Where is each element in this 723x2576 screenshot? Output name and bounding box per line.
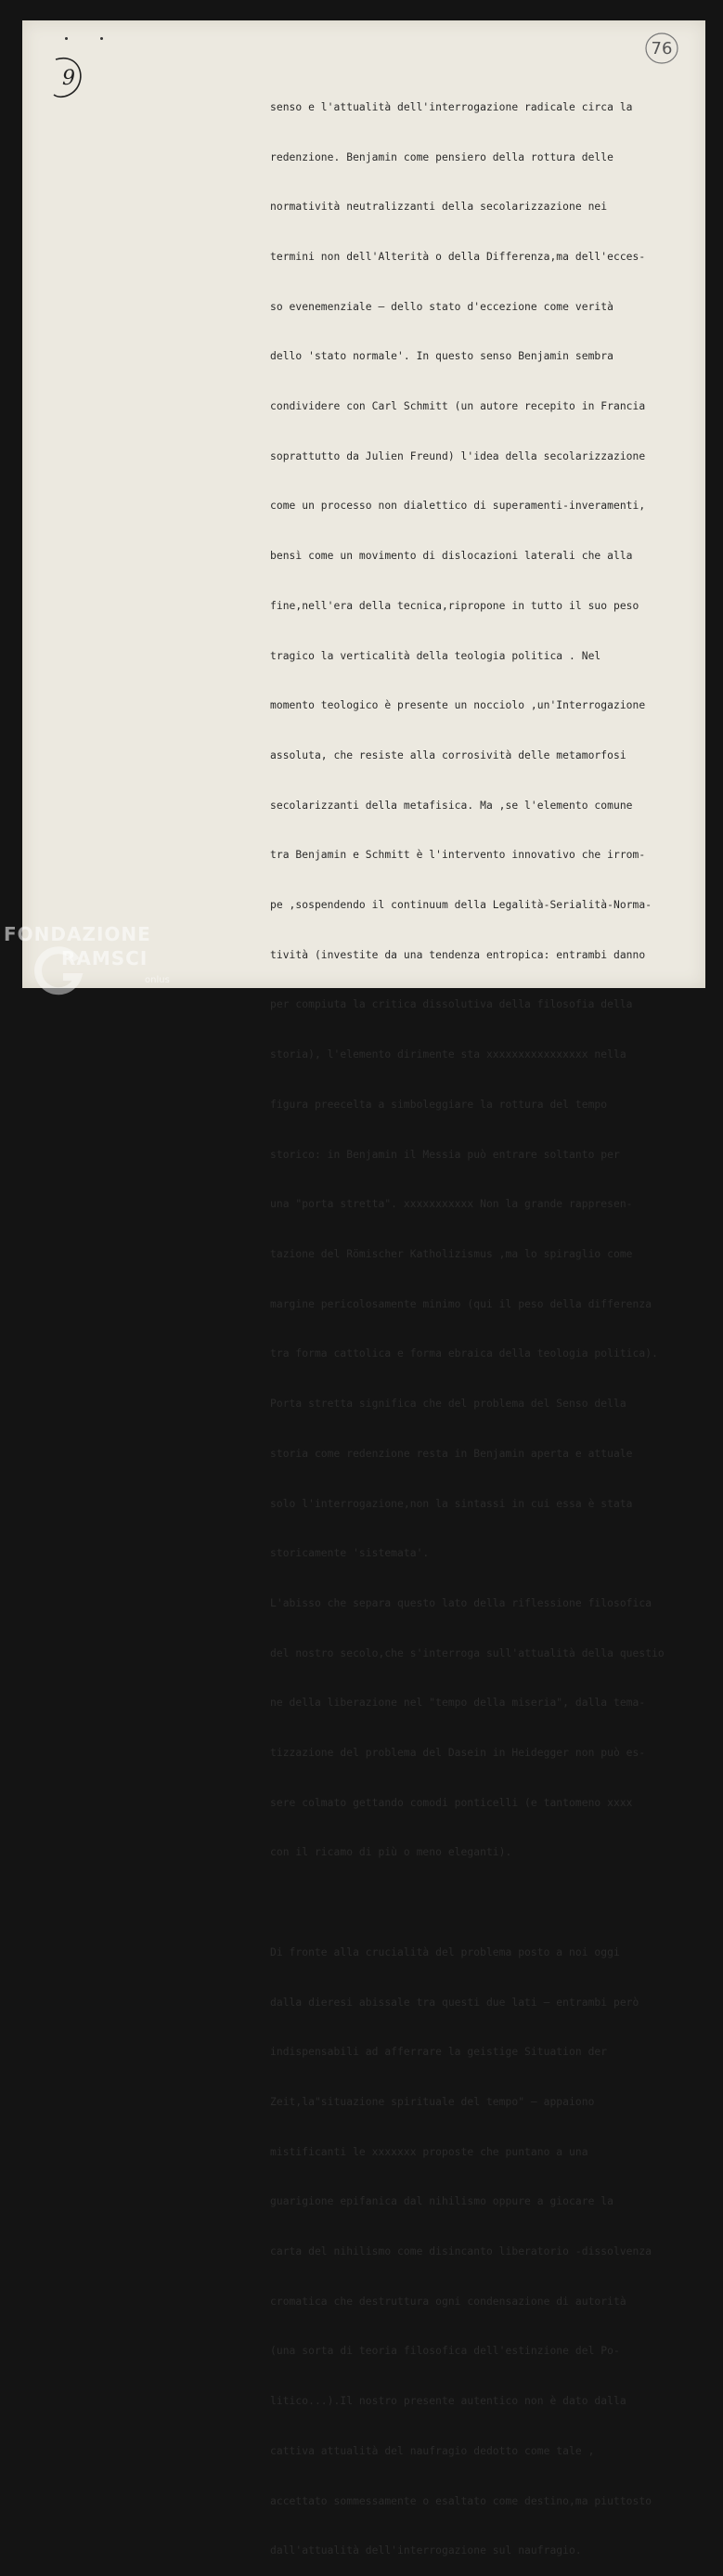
text-line: tragico la verticalità della teologia politica . Nel [270, 649, 601, 662]
text-line: bensì come un movimento di dislocazioni laterali che alla [270, 550, 633, 563]
text-line: Di fronte alla crucialità del problema posto a noi oggi [270, 1945, 620, 1958]
text-line: storicamente 'sistemata'. [270, 1547, 430, 1560]
text-line: tizzazione del problema del Dasein in Heidegger non può es- [270, 1747, 646, 1760]
text-line: soprattutto da Julien Freund) l'idea della secolarizzazione [270, 449, 646, 462]
text-line: normatività neutralizzanti della secolarizzazione nei [270, 201, 608, 214]
text-line: storico: in Benjamin il Messia può entrare soltanto per [270, 1148, 620, 1161]
text-line: momento teologico è presente un nocciolo ,un'Interrogazione [270, 699, 646, 712]
watermark-line-2: RAMSCI [61, 947, 148, 969]
folio-circle-icon [644, 32, 679, 65]
text-line: con il ricamo di più o meno eleganti). [270, 1846, 512, 1859]
text-line: del nostro secolo,che s'interroga sull'attualità della questio [270, 1646, 665, 1659]
text-line: (una sorta di teoria filosofica dell'estinzione del Po- [270, 2345, 620, 2358]
text-line: Porta stretta significa che del problema del Senso della [270, 1398, 626, 1411]
text-line: una "porta stretta". xxxxxxxxxxx Non la grande rappresen- [270, 1198, 633, 1211]
text-line: Zeit,la"situazione spirituale del tempo" — appaiono [270, 2095, 595, 2108]
text-line: so evenemenziale — dello stato d'eccezione come verità [270, 300, 613, 313]
text-line: ne della liberazione nel "tempo della miseria", dalla tema- [270, 1697, 646, 1710]
watermark-line-3: onlus [145, 975, 170, 985]
text-line: per compiuta la critica dissolutiva della filosofia della [270, 998, 633, 1011]
text-line: secolarizzanti della metafisica. Ma ,se l'elemento comune [270, 799, 633, 812]
text-line: guarigione epifanica dal nihilismo oppure a giocare la [270, 2195, 613, 2208]
page-mark [65, 37, 68, 40]
watermark-line-1: FONDAZIONE [4, 923, 151, 945]
text-line: dall'attualità dell'interrogazione sul naufragio. [270, 2544, 582, 2557]
text-line: mistificanti le xxxxxxx proposte che puntano a una [270, 2145, 588, 2158]
text-line: redenzione. Benjamin come pensiero della rottura delle [270, 150, 613, 163]
page-mark [100, 37, 103, 40]
paragraph-gap [270, 1894, 697, 1911]
text-line: cattiva attualità del naufragio dedotto come tale , [270, 2444, 595, 2457]
typed-text-body [270, 66, 697, 2576]
text-line: pe ,sospendendo il continuum della Legalità-Serialità-Norma- [270, 899, 652, 912]
handwritten-page-number [52, 56, 85, 100]
text-line: solo l'interrogazione,non la sintassi in cui essa è stata [270, 1497, 633, 1510]
text-line: carta del nihilismo come disincanto liberatorio -dissolvenza [270, 2245, 652, 2258]
text-line: storia come redenzione resta in Benjamin aperta e attuale [270, 1447, 633, 1460]
folio-number: 76 [651, 38, 673, 59]
text-line: L'abisso che separa questo lato della riflessione filosofica [270, 1596, 652, 1609]
text-line: cromatica che destruttura ogni condensazione di autorità [270, 2295, 626, 2308]
text-line: accettato sommessamente o esaltato come destino,ma piuttosto [270, 2494, 652, 2507]
text-line: termini non dell'Alterità o della Differenza,ma dell'ecces- [270, 250, 646, 263]
text-line: figura preecelta a simboleggiare la rottura del tempo [270, 1098, 608, 1111]
text-line: dalla dieresi abissale tra questi due lati — entrambi però [270, 1996, 639, 2009]
text-line: tazione del Römischer Katholizismus ,ma lo spiraglio come [270, 1247, 633, 1260]
text-line: indispensabili ad afferrare la geistige Situation der [270, 2046, 608, 2059]
fondazione-gramsci-watermark [4, 923, 189, 997]
text-line: condividere con Carl Schmitt (un autore recepito in Francia [270, 400, 646, 413]
text-line: tività (investite da una tendenza entropica: entrambi danno [270, 948, 646, 961]
folio-stamp [644, 32, 679, 65]
text-line: storia), l'elemento dirimente sta xxxxxxxxxxxxxxxx nella [270, 1048, 626, 1061]
circle-mark-icon [48, 54, 85, 102]
text-line: senso e l'attualità dell'interrogazione radicale circa la [270, 100, 633, 113]
text-line: tra forma cattolica e forma ebraica della teologia politica). [270, 1347, 658, 1360]
text-line: assoluta, che resiste alla corrosività delle metamorfosi [270, 748, 626, 761]
text-line: litico...).Il nostro presente autentico non è dato dalla [270, 2395, 626, 2408]
text-line: tra Benjamin e Schmitt è l'intervento innovativo che irrom- [270, 849, 646, 862]
page-number-text: 9 [62, 66, 75, 90]
text-line: margine pericolosamente minimo (qui il peso della differenza [270, 1297, 652, 1310]
text-line: sere colmato gettando comodi ponticelli (e tantomeno xxxx [270, 1796, 633, 1809]
text-line: fine,nell'era della tecnica,ripropone in tutto il suo peso [270, 599, 639, 612]
text-line: come un processo non dialettico di superamenti-inveramenti, [270, 500, 646, 513]
text-line: dello 'stato normale'. In questo senso Benjamin sembra [270, 350, 613, 363]
